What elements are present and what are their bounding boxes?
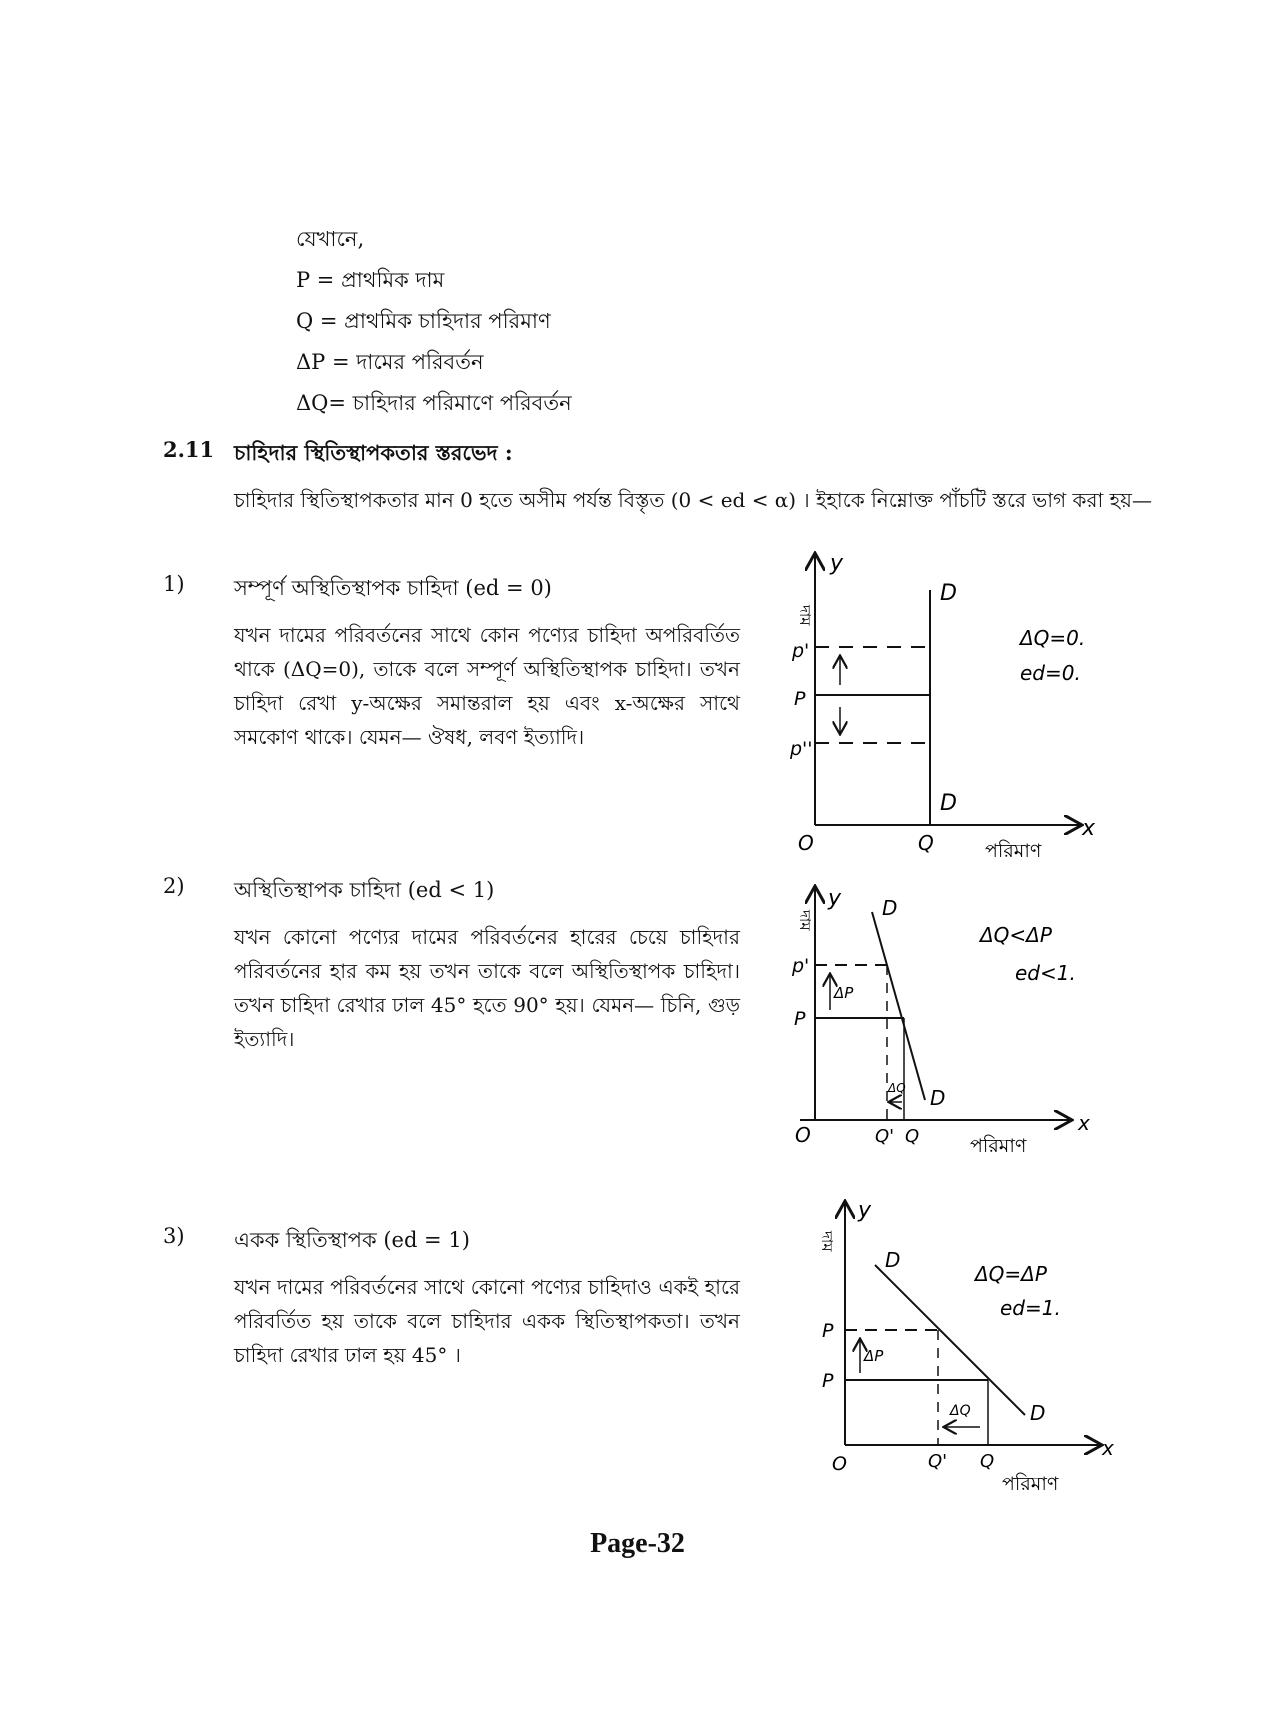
y-axis-label: দাম <box>818 1231 836 1252</box>
diagram-inelastic <box>780 880 1120 1160</box>
p-low-label: p'' <box>790 738 813 760</box>
demand-curve <box>872 912 925 1100</box>
note-ed: ed=0. <box>1020 661 1081 685</box>
section-title: চাহিদার স্থিতিস্থাপকতার স্তরভেদ : <box>234 440 513 465</box>
y-axis-letter: y <box>858 1198 872 1223</box>
p-label: P <box>822 1370 834 1392</box>
diagram-unit-elastic <box>780 1195 1120 1495</box>
definition-dp: ΔP = দামের পরিবর্তন <box>296 350 484 374</box>
y-axis-label: দাম <box>796 910 814 931</box>
p-high-label: P <box>822 1320 834 1342</box>
delta-q-label: ΔQ <box>950 1403 971 1419</box>
q1-label: Q' <box>875 1126 895 1147</box>
item-2-title: অস্থিতিস্থাপক চাহিদা (ed < 1) <box>234 878 495 902</box>
item-1-title: সম্পূর্ণ অস্থিতিস্থাপক চাহিদা (ed = 0) <box>234 576 552 600</box>
y-axis-letter: y <box>830 551 844 576</box>
q-label: Q <box>980 1451 995 1472</box>
x-axis-letter: x <box>1102 1436 1114 1460</box>
definition-dq: ΔQ= চাহিদার পরিমাণে পরিবর্তন <box>296 391 572 415</box>
item-3-title: একক স্থিতিস্থাপক (ed = 1) <box>234 1228 470 1252</box>
item-2-body: যখন কোনো পণ্যের দামের পরিবর্তনের হারের চেয়ে চাহিদার পরিবর্তনের হার কম হয় তখন তাকে বলে অস্থিতিস্থাপক চাহিদা। তখন চাহিদা রেখার ঢাল 45° হতে 90° হয়। যেমন— চিনি, গুড় ইত্যাদি। <box>234 925 740 1051</box>
definitions-intro: যেখানে, <box>296 227 365 251</box>
p-label: P <box>794 688 806 710</box>
p-label: P <box>794 1008 806 1030</box>
y-axis-letter: y <box>828 886 842 911</box>
x-axis-letter: x <box>1082 816 1096 841</box>
definition-p: P = প্রাথমিক দাম <box>296 268 445 292</box>
note-dq-dp: ΔQ=ΔP <box>975 1262 1047 1286</box>
demand-label-bottom: D <box>940 791 957 816</box>
q1-label: Q' <box>928 1451 948 1472</box>
x-axis-letter: x <box>1078 1111 1090 1135</box>
note-dq-dp: ΔQ<ΔP <box>980 923 1052 947</box>
section-number: 2.11 <box>163 437 215 462</box>
note-dq: ΔQ=0. <box>1020 626 1086 650</box>
p-high-label: p' <box>792 955 810 977</box>
demand-label-bottom: D <box>930 1086 946 1110</box>
delta-p-label: ΔP <box>864 1347 884 1365</box>
item-2-number: 2) <box>163 874 185 898</box>
x-axis-label: পরিমাণ <box>1002 1473 1059 1495</box>
note-ed: ed<1. <box>1015 961 1076 985</box>
delta-q-label: ΔQ <box>888 1081 906 1095</box>
q-label: Q <box>905 1126 920 1147</box>
demand-curve <box>875 1265 1025 1415</box>
page-number: Page-32 <box>590 1528 685 1559</box>
section-intro: চাহিদার স্থিতিস্থাপকতার মান 0 হতে অসীম পর্যন্ত বিস্তৃত (0 < ed < α) । ইহাকে নিম্নোক্ত পাঁচটি স্তরে ভাগ করা হয়— <box>234 488 1152 512</box>
item-1-body: যখন দামের পরিবর্তনের সাথে কোন পণ্যের চাহিদা অপরিবর্তিত থাকে (ΔQ=0), তাকে বলে সম্পূর্ণ অস্থিতিস্থাপক চাহিদা। তখন চাহিদা রেখা y-অক্ষের সমান্তরাল হয় এবং x-অক্ষের সাথে সমকোণ থাকে। যেমন— ঔষধ, লবণ ইত্যাদি। <box>234 623 740 749</box>
item-3-body: যখন দামের পরিবর্তনের সাথে কোনো পণ্যের চাহিদাও একই হারে পরিবর্তিত হয় তাকে বলে চাহিদার একক স্থিতিস্থাপকতা। তখন চাহিদা রেখার ঢাল হয় 45° । <box>234 1275 740 1367</box>
note-ed: ed=1. <box>1000 1296 1061 1320</box>
item-1-number: 1) <box>163 572 185 596</box>
demand-label-top: D <box>940 581 957 606</box>
demand-label-top: D <box>885 1248 901 1272</box>
origin-label: O <box>795 1123 811 1147</box>
x-axis-label: পরিমাণ <box>985 840 1042 862</box>
item-3-number: 3) <box>163 1224 185 1248</box>
origin-label: O <box>832 1453 847 1475</box>
demand-label-top: D <box>882 896 898 920</box>
definition-q: Q = প্রাথমিক চাহিদার পরিমাণ <box>296 309 551 333</box>
p-high-label: p' <box>792 640 810 662</box>
y-axis-label: দাম <box>796 605 814 626</box>
x-axis-label: পরিমাণ <box>970 1135 1027 1157</box>
demand-label-bottom: D <box>1030 1401 1046 1425</box>
diagram-perfectly-inelastic <box>780 545 1120 865</box>
origin-label: O <box>798 831 814 855</box>
q-label: Q <box>918 831 934 855</box>
delta-p-label: ΔP <box>834 984 854 1002</box>
